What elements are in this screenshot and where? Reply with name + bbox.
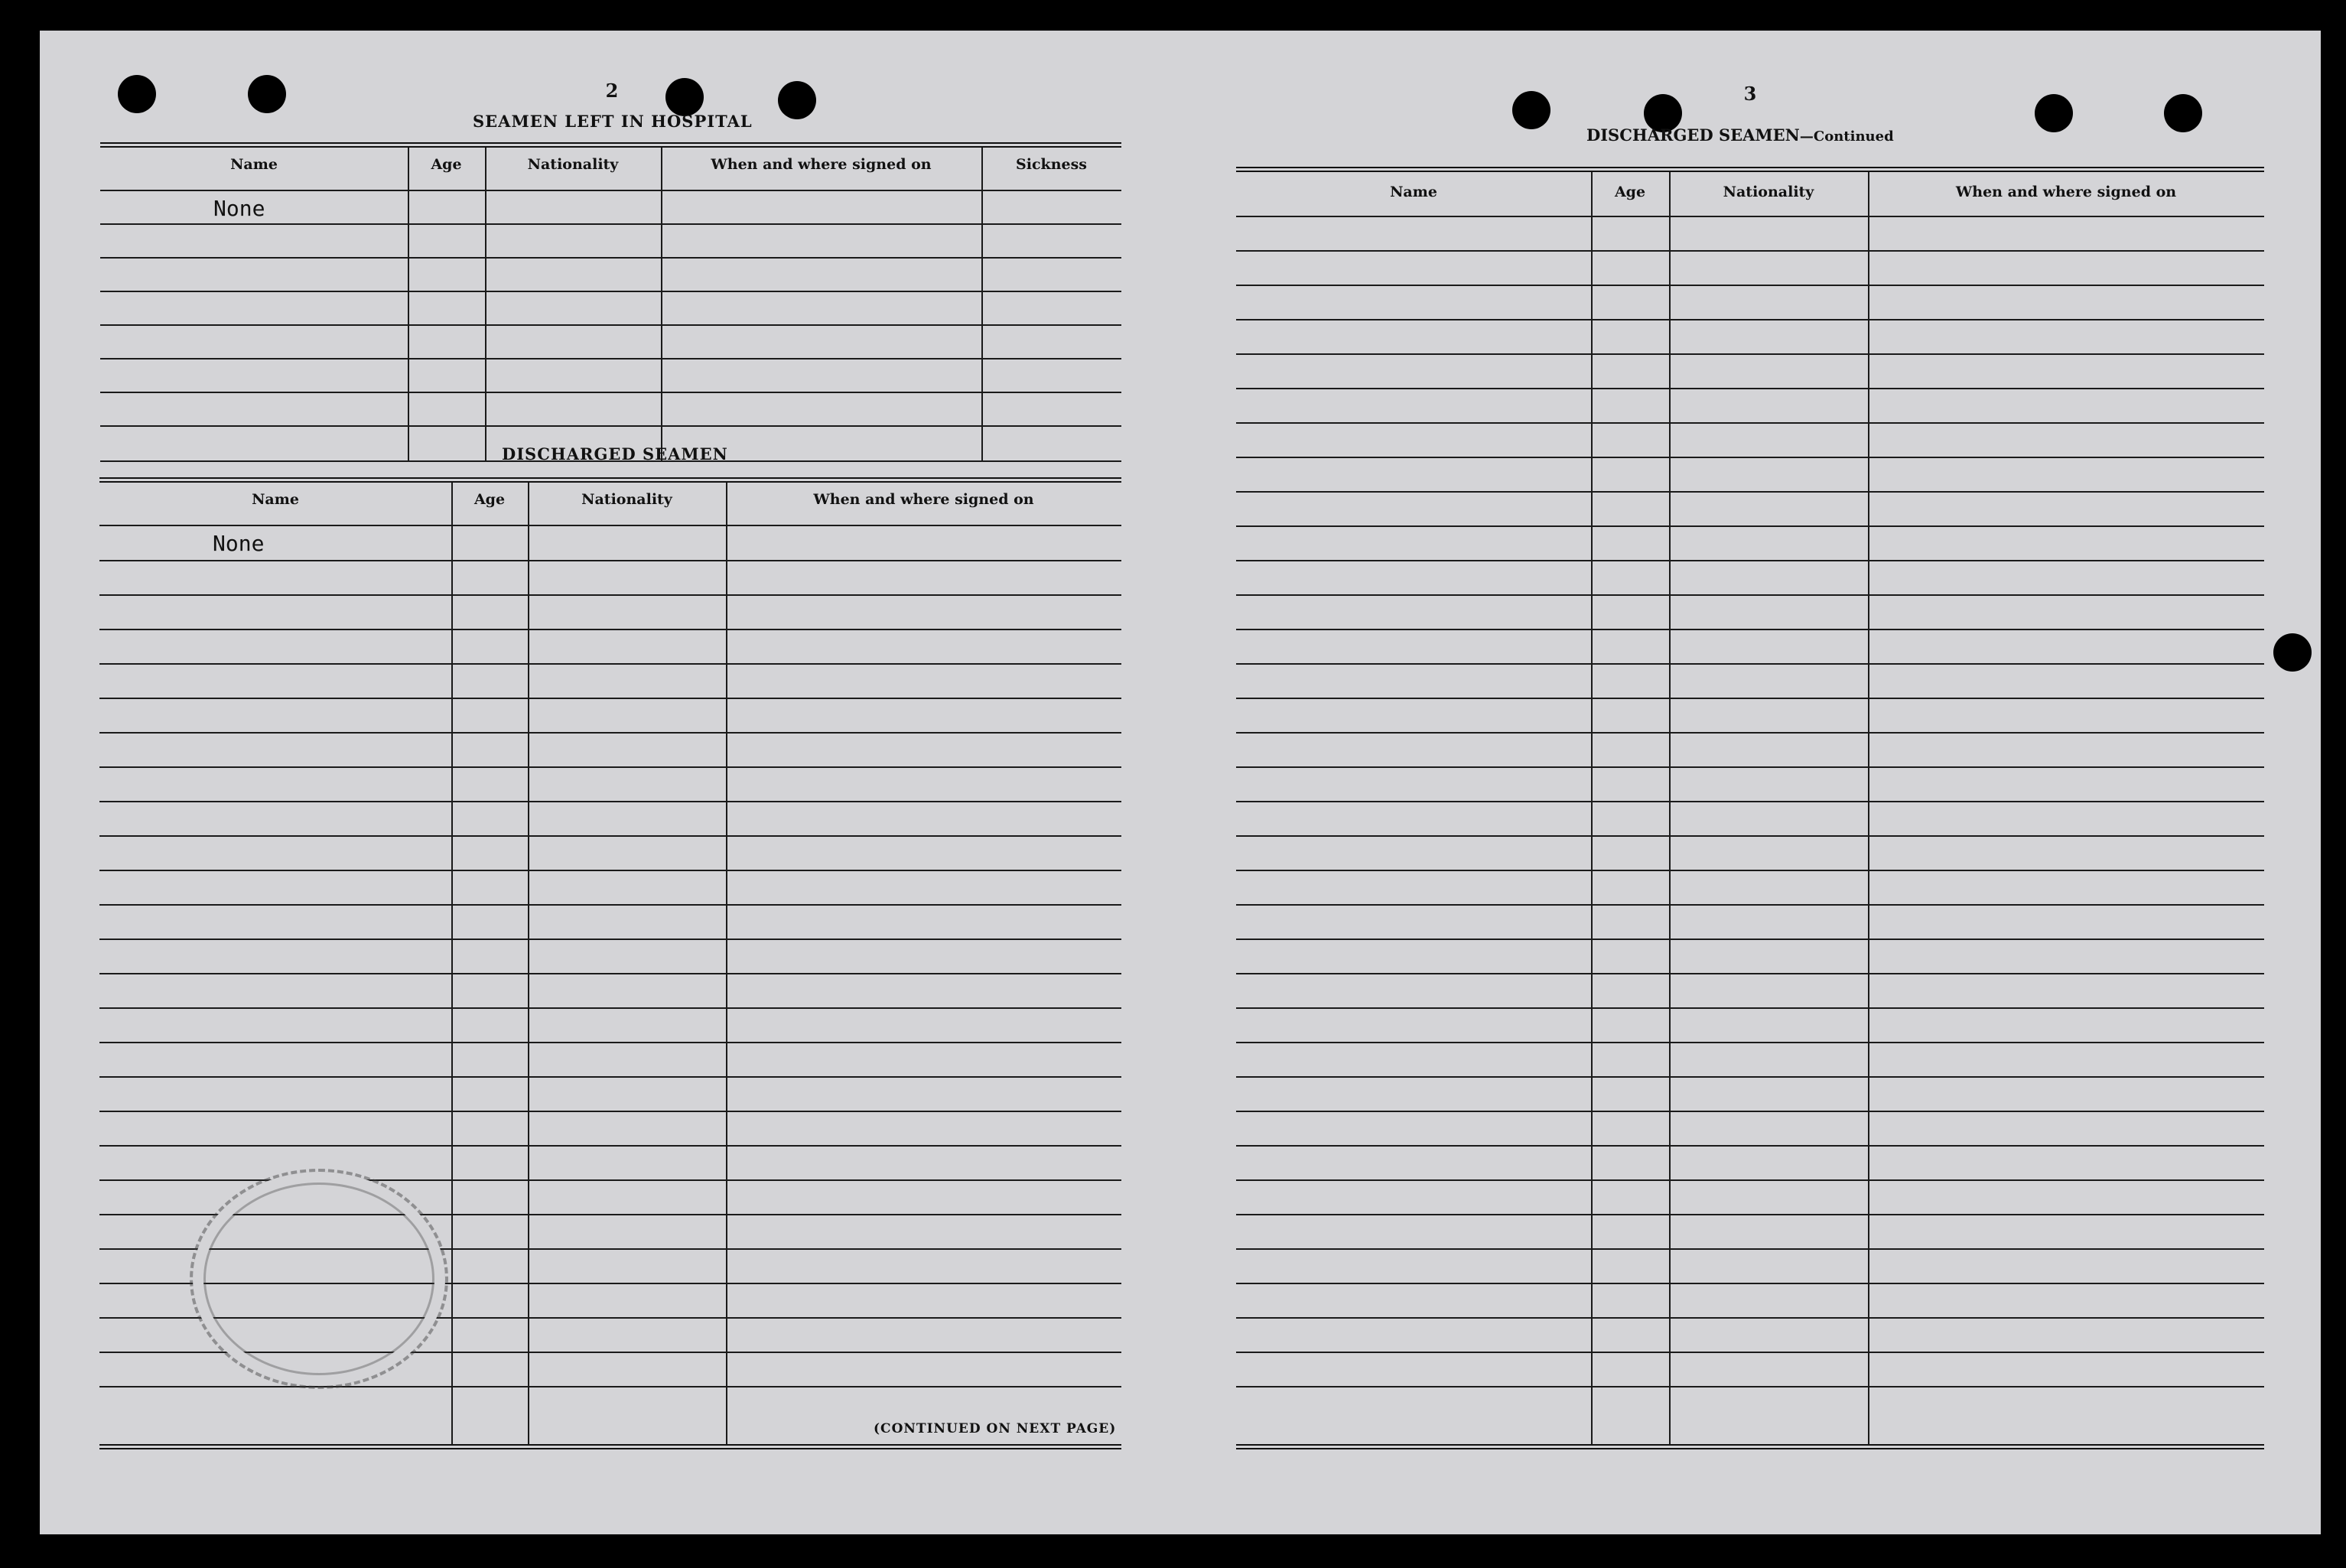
document-paper xyxy=(40,31,2321,1534)
page-number-left: 2 xyxy=(605,80,619,102)
hospital-entry-name: None xyxy=(213,196,265,221)
punch-hole xyxy=(665,78,704,116)
discharged-continued-title-main: DISCHARGED SEAMEN xyxy=(1586,125,1800,145)
continued-note: (CONTINUED ON NEXT PAGE) xyxy=(874,1421,1117,1436)
continued-col-name: Name xyxy=(1390,184,1437,200)
punch-hole xyxy=(118,75,156,113)
hospital-col-signed-on: When and where signed on xyxy=(711,156,932,173)
hospital-section-title: SEAMEN LEFT IN HOSPITAL xyxy=(473,112,753,131)
discharged-col-name: Name xyxy=(252,491,299,508)
discharged-col-signed-on: When and where signed on xyxy=(813,491,1034,508)
hospital-col-name: Name xyxy=(230,156,278,173)
hospital-table xyxy=(100,142,1121,462)
hospital-col-age: Age xyxy=(431,156,462,173)
hospital-col-sickness: Sickness xyxy=(1016,156,1087,173)
continued-col-age: Age xyxy=(1614,184,1646,200)
page-number-right: 3 xyxy=(1743,83,1757,105)
punch-hole xyxy=(778,81,816,119)
faded-stamp xyxy=(190,1169,448,1389)
continued-col-nationality: Nationality xyxy=(1723,184,1814,200)
discharged-table-right xyxy=(1236,167,2264,1447)
punch-hole xyxy=(2035,94,2073,132)
punch-hole xyxy=(2164,94,2202,132)
discharged-col-nationality: Nationality xyxy=(581,491,672,508)
punch-hole xyxy=(2273,633,2312,672)
discharged-continued-suffix: —Continued xyxy=(1799,128,1894,145)
discharged-col-age: Age xyxy=(473,491,506,508)
continued-col-signed-on: When and where signed on xyxy=(1955,184,2177,200)
hospital-col-nationality: Nationality xyxy=(527,156,619,173)
punch-hole xyxy=(248,75,286,113)
discharged-continued-title xyxy=(1586,125,1894,145)
discharged-entry-name: None xyxy=(213,531,265,556)
punch-hole xyxy=(1512,91,1550,129)
discharged-section-title: DISCHARGED SEAMEN xyxy=(502,444,728,464)
